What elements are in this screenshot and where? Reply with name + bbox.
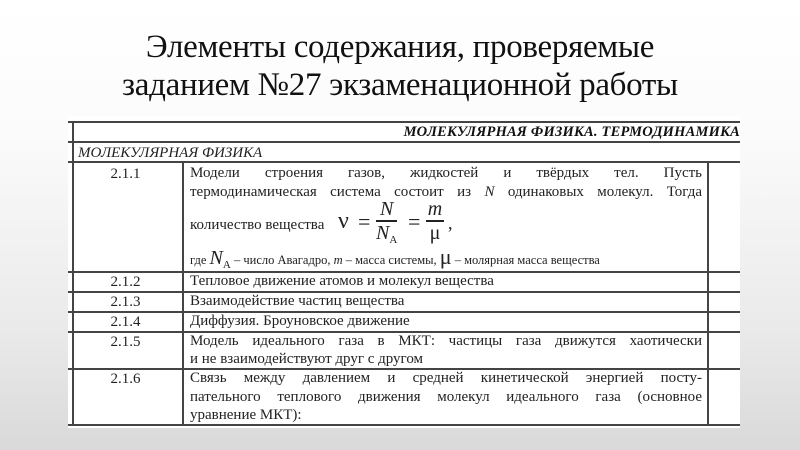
avogadro-symbol: $N_A$ (209, 247, 231, 271)
equals-sign: = (358, 209, 371, 234)
section-title: МОЛЕКУЛЯРНАЯ ФИЗИКА (78, 145, 263, 161)
equals-sign: = (408, 209, 421, 234)
fraction-denominator: $N_A$ (376, 221, 398, 246)
slide-title-line-1: Элементы содержания, проверяемые (145, 29, 655, 65)
table-header: МОЛЕКУЛЯРНАЯ ФИЗИКА. ТЕРМОДИНАМИКА (403, 124, 740, 140)
row-text-line: Связь между давлением и средней кинетической энергией посту- (190, 370, 702, 386)
molar-mass-symbol: μ (439, 244, 452, 269)
comma: , (448, 213, 453, 233)
nu-symbol: ν (338, 208, 349, 234)
row-text: Диффузия. Броуновское движение (190, 313, 410, 329)
slide-title (0, 28, 800, 104)
slide-title-line-2: заданием №27 экзаменационной работы (122, 67, 678, 103)
row-code: 2.1.5 (110, 334, 141, 350)
row-text-line: уравнение МКТ): (190, 407, 302, 423)
formula-legend: где $N_A$ – число Авагадро, m – масса системы, μ – молярная масса вещества (190, 244, 600, 271)
mass-symbol: m (333, 253, 343, 267)
row-code: 2.1.6 (110, 371, 141, 387)
fraction-numerator: N (379, 198, 394, 220)
row-code: 2.1.2 (110, 274, 141, 290)
amount-of-substance-formula (190, 199, 702, 249)
row-text-line: пательного теплового движения молекул идеального газа (основное (190, 389, 702, 405)
fraction-denominator: μ (429, 221, 441, 244)
row-text-line: Модели строения газов, жидкостей и твёрдых тел. Пусть (190, 165, 702, 181)
row-text: термодинамическая система состоит из N одинаковых молекул. Тогда (190, 184, 702, 200)
row-text: Тепловое движение атомов и молекул вещества (190, 273, 494, 289)
fraction-n-over-na (376, 199, 397, 250)
row-code: 2.1.1 (110, 166, 141, 182)
content-column-border (707, 161, 709, 426)
row-text-line: и не взаимодействуют друг с другом (190, 351, 424, 367)
row-code: 2.1.3 (110, 294, 141, 310)
row-text-line: Модель идеального газа в МКТ: частицы газа движутся хаотически (190, 333, 702, 349)
fraction-numerator: m (427, 198, 443, 220)
formula-label: количество вещества (190, 217, 325, 233)
fraction-m-over-mu (426, 199, 444, 243)
row-text: Взаимодействие частиц вещества (190, 293, 405, 309)
row-code: 2.1.4 (110, 314, 141, 330)
